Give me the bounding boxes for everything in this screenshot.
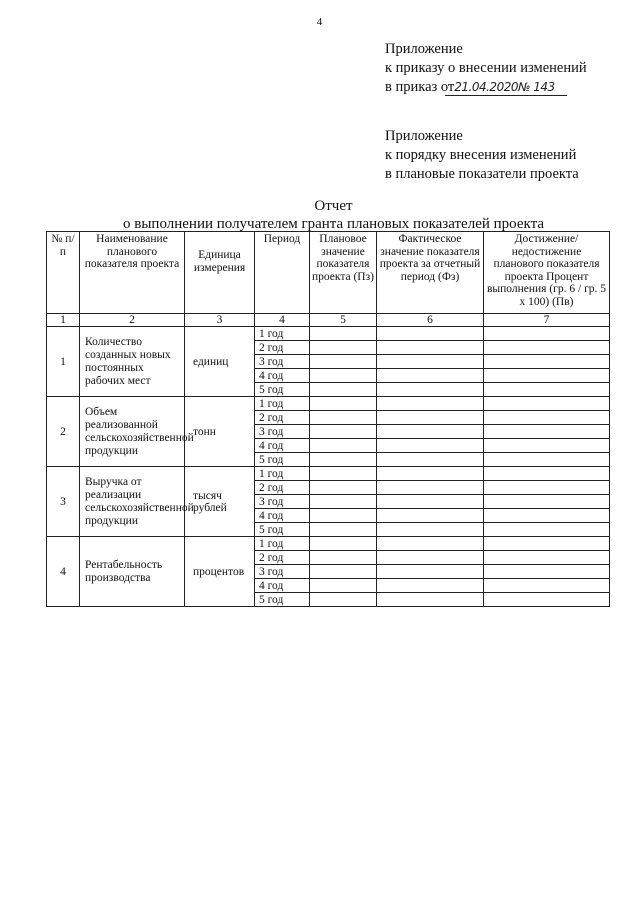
appendix-procedure-reference <box>385 127 579 184</box>
fact-value-cell <box>377 481 484 495</box>
achievement-cell <box>484 425 610 439</box>
fact-value-cell <box>377 509 484 523</box>
indicator-name: Количество созданных новых постоянных рабочих мест <box>80 327 185 397</box>
achievement-cell <box>484 355 610 369</box>
column-number: 4 <box>255 314 310 327</box>
period-cell: 2 год <box>255 481 310 495</box>
column-number-row <box>47 314 610 327</box>
handwritten-date-number: 21.04.2020№ 143 <box>454 80 555 94</box>
achievement-cell <box>484 369 610 383</box>
header-fact: Фактическое значение показателя проекта за отчетный период (Фз) <box>377 232 484 314</box>
period-cell: 3 год <box>255 425 310 439</box>
fact-value-cell <box>377 495 484 509</box>
fact-value-cell <box>377 439 484 453</box>
indicator-name: Выручка от реализации сельскохозяйственной продукции <box>80 467 185 537</box>
fact-value-cell <box>377 327 484 341</box>
period-cell: 5 год <box>255 383 310 397</box>
report-subtitle: о выполнении получателем гранта плановых показателей проекта <box>123 216 544 232</box>
fact-value-cell <box>377 593 484 607</box>
plan-value-cell <box>310 425 377 439</box>
achievement-cell <box>484 467 610 481</box>
achievement-cell <box>484 341 610 355</box>
indicator-number: 4 <box>47 537 80 607</box>
fact-value-cell <box>377 355 484 369</box>
fact-value-cell <box>377 411 484 425</box>
achievement-cell <box>484 551 610 565</box>
appendix-title: Приложение <box>385 128 463 144</box>
header-achievement: Достижение/недостижение планового показателя проекта Процент выполнения (гр. 6 / гр. 5 х 100) (Пв) <box>484 232 610 314</box>
indicator-number: 3 <box>47 467 80 537</box>
column-number: 3 <box>185 314 255 327</box>
fact-value-cell <box>377 579 484 593</box>
header-unit: Единица измерения <box>185 232 255 314</box>
plan-value-cell <box>310 537 377 551</box>
period-cell: 1 год <box>255 327 310 341</box>
plan-value-cell <box>310 327 377 341</box>
achievement-cell <box>484 439 610 453</box>
appendix-order-line <box>385 78 587 97</box>
period-cell: 1 год <box>255 467 310 481</box>
indicator-unit: процентов <box>185 537 255 607</box>
plan-value-cell <box>310 439 377 453</box>
report-table <box>46 231 610 607</box>
period-cell: 3 год <box>255 355 310 369</box>
plan-value-cell <box>310 341 377 355</box>
achievement-cell <box>484 495 610 509</box>
table-row <box>47 467 610 481</box>
appendix-line: к порядку внесения изменений <box>385 147 577 163</box>
plan-value-cell <box>310 551 377 565</box>
header-plan: Плановое значение показателя проекта (Пз) <box>310 232 377 314</box>
plan-value-cell <box>310 355 377 369</box>
period-cell: 2 год <box>255 411 310 425</box>
appendix-order-reference <box>385 40 587 97</box>
period-cell: 4 год <box>255 439 310 453</box>
fact-value-cell <box>377 425 484 439</box>
period-cell: 1 год <box>255 537 310 551</box>
plan-value-cell <box>310 495 377 509</box>
achievement-cell <box>484 481 610 495</box>
achievement-cell <box>484 593 610 607</box>
plan-value-cell <box>310 397 377 411</box>
plan-value-cell <box>310 523 377 537</box>
period-cell: 2 год <box>255 341 310 355</box>
header-period: Период <box>255 232 310 314</box>
fact-value-cell <box>377 453 484 467</box>
fact-value-cell <box>377 341 484 355</box>
order-prefix: в приказ от <box>385 79 455 95</box>
period-cell: 5 год <box>255 593 310 607</box>
achievement-cell <box>484 509 610 523</box>
achievement-cell <box>484 579 610 593</box>
fact-value-cell <box>377 383 484 397</box>
period-cell: 2 год <box>255 551 310 565</box>
indicator-number: 2 <box>47 397 80 467</box>
plan-value-cell <box>310 453 377 467</box>
column-number: 6 <box>377 314 484 327</box>
plan-value-cell <box>310 467 377 481</box>
fact-value-cell <box>377 551 484 565</box>
period-cell: 5 год <box>255 453 310 467</box>
table-row <box>47 327 610 341</box>
fact-value-cell <box>377 369 484 383</box>
plan-value-cell <box>310 565 377 579</box>
column-number: 2 <box>80 314 185 327</box>
header-num: № п/п <box>47 232 80 314</box>
fact-value-cell <box>377 397 484 411</box>
period-cell: 3 год <box>255 565 310 579</box>
indicator-unit: тонн <box>185 397 255 467</box>
achievement-cell <box>484 523 610 537</box>
period-cell: 4 год <box>255 369 310 383</box>
table-row <box>47 397 610 411</box>
plan-value-cell <box>310 369 377 383</box>
indicator-name: Рентабельность производства <box>80 537 185 607</box>
report-title: Отчет <box>314 198 353 214</box>
indicator-unit: тысяч рублей <box>185 467 255 537</box>
column-number: 1 <box>47 314 80 327</box>
appendix-line: к приказу о внесении изменений <box>385 60 587 76</box>
achievement-cell <box>484 453 610 467</box>
plan-value-cell <box>310 481 377 495</box>
appendix-title: Приложение <box>385 41 463 57</box>
plan-value-cell <box>310 509 377 523</box>
header-name: Наименование планового показателя проекта <box>80 232 185 314</box>
appendix-line: в плановые показатели проекта <box>385 166 579 182</box>
achievement-cell <box>484 411 610 425</box>
period-cell: 5 год <box>255 523 310 537</box>
period-cell: 4 год <box>255 579 310 593</box>
period-cell: 3 год <box>255 495 310 509</box>
achievement-cell <box>484 565 610 579</box>
achievement-cell <box>484 327 610 341</box>
page-number: 4 <box>316 16 323 28</box>
fact-value-cell <box>377 537 484 551</box>
achievement-cell <box>484 537 610 551</box>
order-date-number <box>385 78 555 97</box>
column-number: 5 <box>310 314 377 327</box>
plan-value-cell <box>310 411 377 425</box>
fact-value-cell <box>377 565 484 579</box>
plan-value-cell <box>310 593 377 607</box>
plan-value-cell <box>310 579 377 593</box>
table-row <box>47 537 610 551</box>
plan-value-cell <box>310 383 377 397</box>
achievement-cell <box>484 397 610 411</box>
period-cell: 4 год <box>255 509 310 523</box>
indicator-name: Объем реализованной сельскохозяйственной продукции <box>80 397 185 467</box>
indicator-number: 1 <box>47 327 80 397</box>
column-number: 7 <box>484 314 610 327</box>
indicator-unit: единиц <box>185 327 255 397</box>
fact-value-cell <box>377 467 484 481</box>
achievement-cell <box>484 383 610 397</box>
fact-value-cell <box>377 523 484 537</box>
table-header-row <box>47 232 610 314</box>
period-cell: 1 год <box>255 397 310 411</box>
